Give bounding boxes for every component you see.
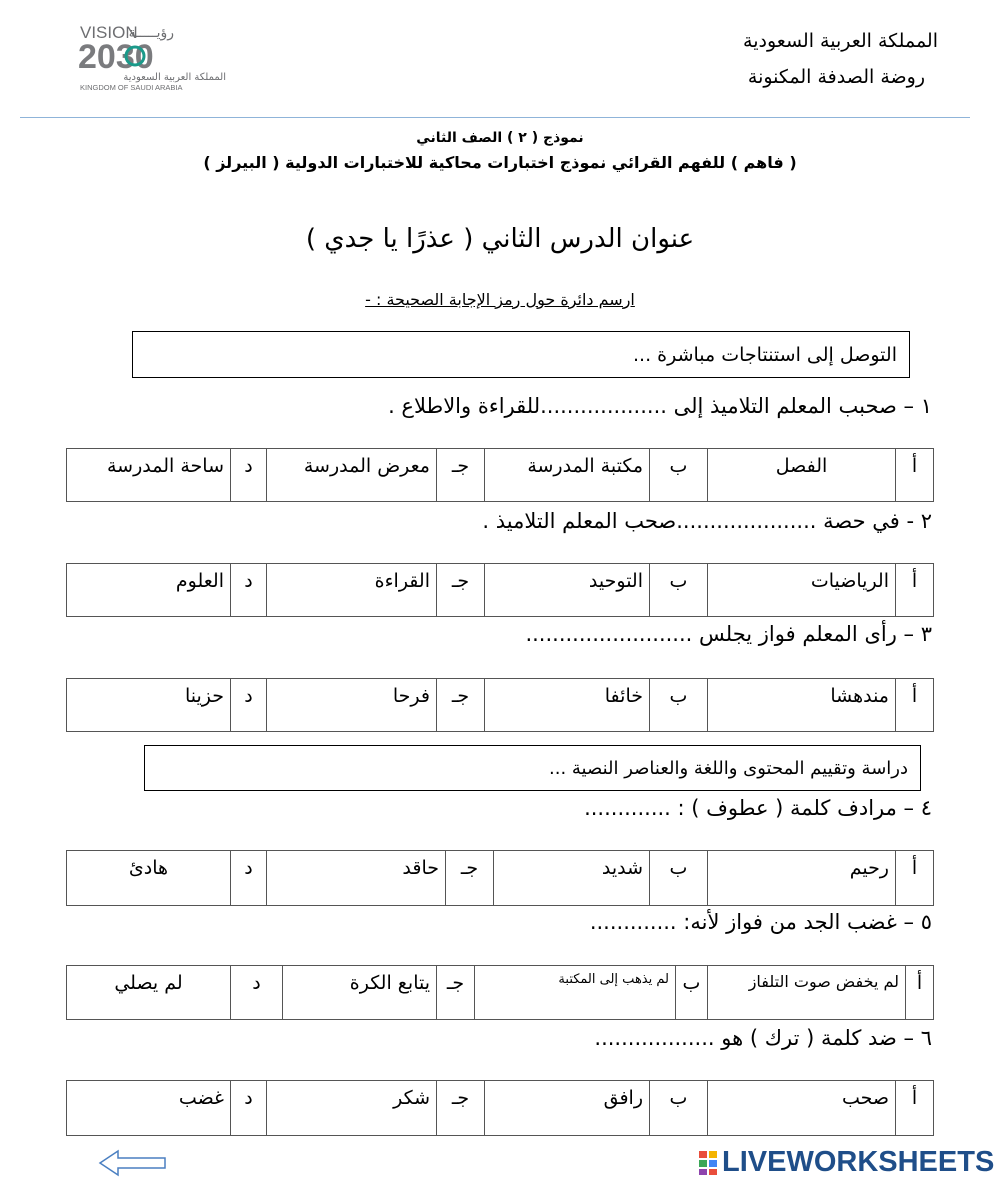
option-answer: الفصل bbox=[708, 449, 896, 502]
option-answer: ساحة المدرسة bbox=[67, 449, 231, 502]
options-table-1 bbox=[66, 448, 934, 502]
logo-arabic-country: المملكة العربية السعودية bbox=[123, 72, 226, 83]
option-letter-c[interactable]: جـ bbox=[437, 966, 475, 1020]
question-5: ٥ – غضب الجد من فواز لأنه: ............. bbox=[589, 910, 932, 934]
option-answer: رحيم bbox=[708, 851, 896, 906]
country-name: المملكة العربية السعودية bbox=[743, 30, 938, 52]
option-answer: خائفا bbox=[485, 679, 650, 732]
section-heading-1 bbox=[132, 331, 910, 378]
header-divider bbox=[20, 117, 970, 118]
option-letter-d[interactable]: د bbox=[231, 564, 267, 617]
section-heading-text: التوصل إلى استنتاجات مباشرة ... bbox=[633, 343, 897, 366]
option-letter-c[interactable]: جـ bbox=[437, 1081, 485, 1136]
option-letter-b[interactable]: ب bbox=[650, 449, 708, 502]
option-letter-d[interactable]: د bbox=[231, 1081, 267, 1136]
options-table-6 bbox=[66, 1080, 934, 1136]
option-answer: لم يصلي bbox=[67, 966, 231, 1020]
option-answer: حاقد bbox=[267, 851, 446, 906]
logo-english-country: KINGDOM OF SAUDI ARABIA bbox=[80, 83, 183, 92]
option-answer: هادئ bbox=[67, 851, 231, 906]
option-letter-b[interactable]: ب bbox=[650, 564, 708, 617]
model-line: نموذج ( ٢ ) الصف الثاني bbox=[416, 130, 584, 146]
question-4: ٤ – مرادف كلمة ( عطوف ) : ............. bbox=[584, 796, 932, 820]
option-letter-c[interactable]: جـ bbox=[446, 851, 494, 906]
option-answer: العلوم bbox=[67, 564, 231, 617]
option-letter-b[interactable]: ب bbox=[650, 679, 708, 732]
option-answer: مندهشا bbox=[708, 679, 896, 732]
logo-vision-text: VISION bbox=[80, 23, 138, 42]
option-letter-d[interactable]: د bbox=[231, 679, 267, 732]
option-answer: مكتبة المدرسة bbox=[485, 449, 650, 502]
option-letter-a[interactable]: أ bbox=[906, 966, 934, 1020]
option-letter-a[interactable]: أ bbox=[896, 679, 934, 732]
option-answer: لم يخفض صوت التلفاز bbox=[708, 966, 906, 1020]
liveworksheets-logo bbox=[698, 1146, 994, 1179]
option-answer: شديد bbox=[494, 851, 650, 906]
option-answer: يتابع الكرة bbox=[283, 966, 437, 1020]
lesson-title: عنوان الدرس الثاني ( عذرًا يا جدي ) bbox=[305, 224, 695, 254]
option-letter-a[interactable]: أ bbox=[896, 851, 934, 906]
option-answer: التوحيد bbox=[485, 564, 650, 617]
instruction: ارسم دائرة حول رمز الإجابة الصحيحة : - bbox=[365, 290, 635, 309]
question-3: ٣ – رأى المعلم فواز يجلس ......................... bbox=[525, 622, 932, 646]
subtitle: ( فاهم ) للفهم القرائي نموذج اختبارات محاكية للاختبارات الدولية ( البيرلز ) bbox=[203, 153, 797, 172]
option-letter-a[interactable]: أ bbox=[896, 564, 934, 617]
logo-arabic-vision-text: رؤيـــــة bbox=[128, 25, 174, 41]
option-answer: حزينا bbox=[67, 679, 231, 732]
liveworksheets-mark-icon bbox=[698, 1150, 718, 1176]
logo-year-text: 2030 bbox=[78, 38, 154, 76]
back-arrow-icon[interactable] bbox=[98, 1148, 168, 1178]
option-letter-b[interactable]: ب bbox=[676, 966, 708, 1020]
options-table-2 bbox=[66, 563, 934, 617]
option-letter-b[interactable]: ب bbox=[650, 851, 708, 906]
brand-text: LIVEWORKSHEETS bbox=[722, 1146, 995, 1178]
option-letter-c[interactable]: جـ bbox=[437, 679, 485, 732]
option-letter-b[interactable]: ب bbox=[650, 1081, 708, 1136]
option-answer: الرياضيات bbox=[708, 564, 896, 617]
option-answer: غضب bbox=[67, 1081, 231, 1136]
option-letter-c[interactable]: جـ bbox=[437, 564, 485, 617]
section-heading-2 bbox=[144, 745, 921, 791]
options-table-4 bbox=[66, 850, 934, 906]
option-answer: لم يذهب إلى المكتبة bbox=[475, 966, 676, 1020]
option-answer: القراءة bbox=[267, 564, 437, 617]
section-heading-text: دراسة وتقييم المحتوى واللغة والعناصر النصية ... bbox=[549, 757, 908, 779]
option-letter-d[interactable]: د bbox=[231, 851, 267, 906]
question-2: ٢ - في حصة .....................صحب المعلم التلاميذ . bbox=[482, 509, 932, 533]
option-answer: فرحا bbox=[267, 679, 437, 732]
option-letter-d[interactable]: د bbox=[231, 449, 267, 502]
option-letter-a[interactable]: أ bbox=[896, 449, 934, 502]
option-letter-a[interactable]: أ bbox=[896, 1081, 934, 1136]
option-letter-d[interactable]: د bbox=[231, 966, 283, 1020]
option-answer: رافق bbox=[485, 1081, 650, 1136]
question-1: ١ – صحبب المعلم التلاميذ إلى ...................للقراءة والاطلاع . bbox=[388, 394, 932, 418]
option-letter-c[interactable]: جـ bbox=[437, 449, 485, 502]
option-answer: شكر bbox=[267, 1081, 437, 1136]
option-answer: صحب bbox=[708, 1081, 896, 1136]
question-6: ٦ – ضد كلمة ( ترك ) هو .................. bbox=[594, 1026, 932, 1050]
options-table-3 bbox=[66, 678, 934, 732]
option-answer: معرض المدرسة bbox=[267, 449, 437, 502]
vision-2030-logo bbox=[78, 22, 238, 92]
options-table-5 bbox=[66, 965, 934, 1020]
school-name: روضة الصدفة المكنونة bbox=[747, 66, 925, 88]
